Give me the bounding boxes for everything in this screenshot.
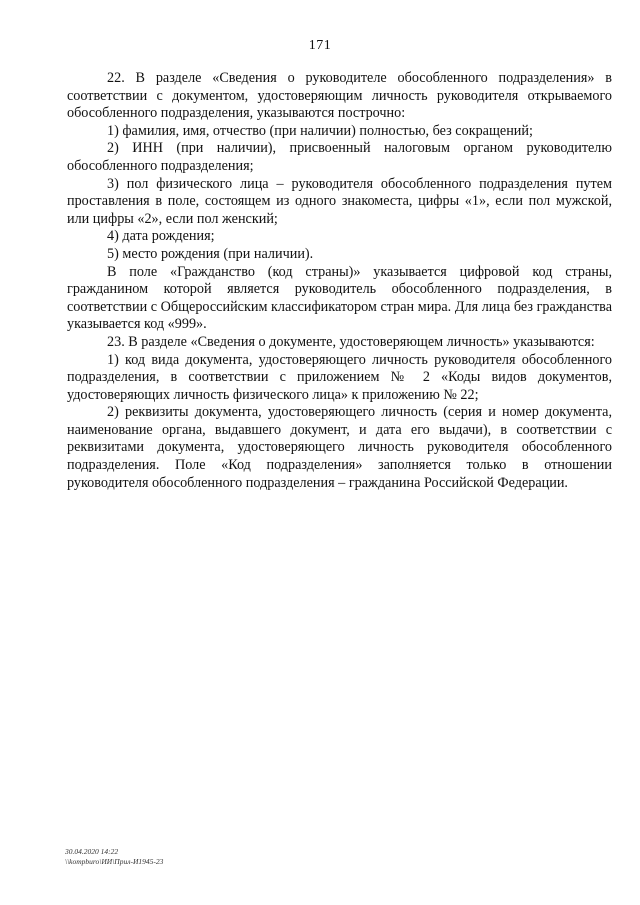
footer-timestamp: 30.04.2020 14:22 [65,847,119,856]
list-item-full-name: 1) фамилия, имя, отчество (при наличии) полностью, без сокращений; [107,122,533,139]
paragraph-citizenship: В поле «Гражданство (код страны)» указывается цифровой код страны, гражданином которой является руководитель обособленного подразделения, в соответствии с Общероссийским классификатором стран мира. Для лица без гражданства указывается код «999». [67,263,612,333]
list-item-document-details: 2) реквизиты документа, удостоверяющего личность (серия и номер документа, наименование органа, выдавшего документ, и дата его выдачи), в соответствии с реквизитами документа, удостоверяющего личность руководителя обособленного подразделения. Поле «Код подразделения» заполняется только в отношении руководителя обособленного подразделения – гражданина Российской Федерации. [67,404,612,491]
page-number: 171 [308,38,332,53]
paragraph-22-intro: 22. В разделе «Сведения о руководителе обособленного подразделения» в соответствии с документом, удостоверяющим личность руководителя открываемого обособленного подразделения, указываются построчно: [67,70,612,122]
list-item-birth-place: 5) место рождения (при наличии). [107,245,314,262]
list-item-sex: 3) пол физического лица – руководителя обособленного подразделения путем проставления в поле, состоящем из одного знакоместа, цифры «1», если пол мужской, или цифры «2», если пол женский; [67,175,612,227]
footer-stamp [65,847,163,866]
list-item-document-code: 1) код вида документа, удостоверяющего личность руководителя обособленного подразделения, в соответствии с приложением № 2 «Коды видов документов, удостоверяющих личность физического лица» к приложению № 22; [67,351,612,403]
list-item-inn: 2) ИНН (при наличии), присвоенный налоговым органом руководителю обособленного подразделения; [67,140,612,174]
document-body [67,70,612,492]
list-item-birth-date: 4) дата рождения; [107,228,215,245]
footer-file-path: \\kompburo\ИИ\Прил-И1945-23 [65,856,164,866]
paragraph-23-intro: 23. В разделе «Сведения о документе, удостоверяющем личность» указываются: [107,333,595,350]
